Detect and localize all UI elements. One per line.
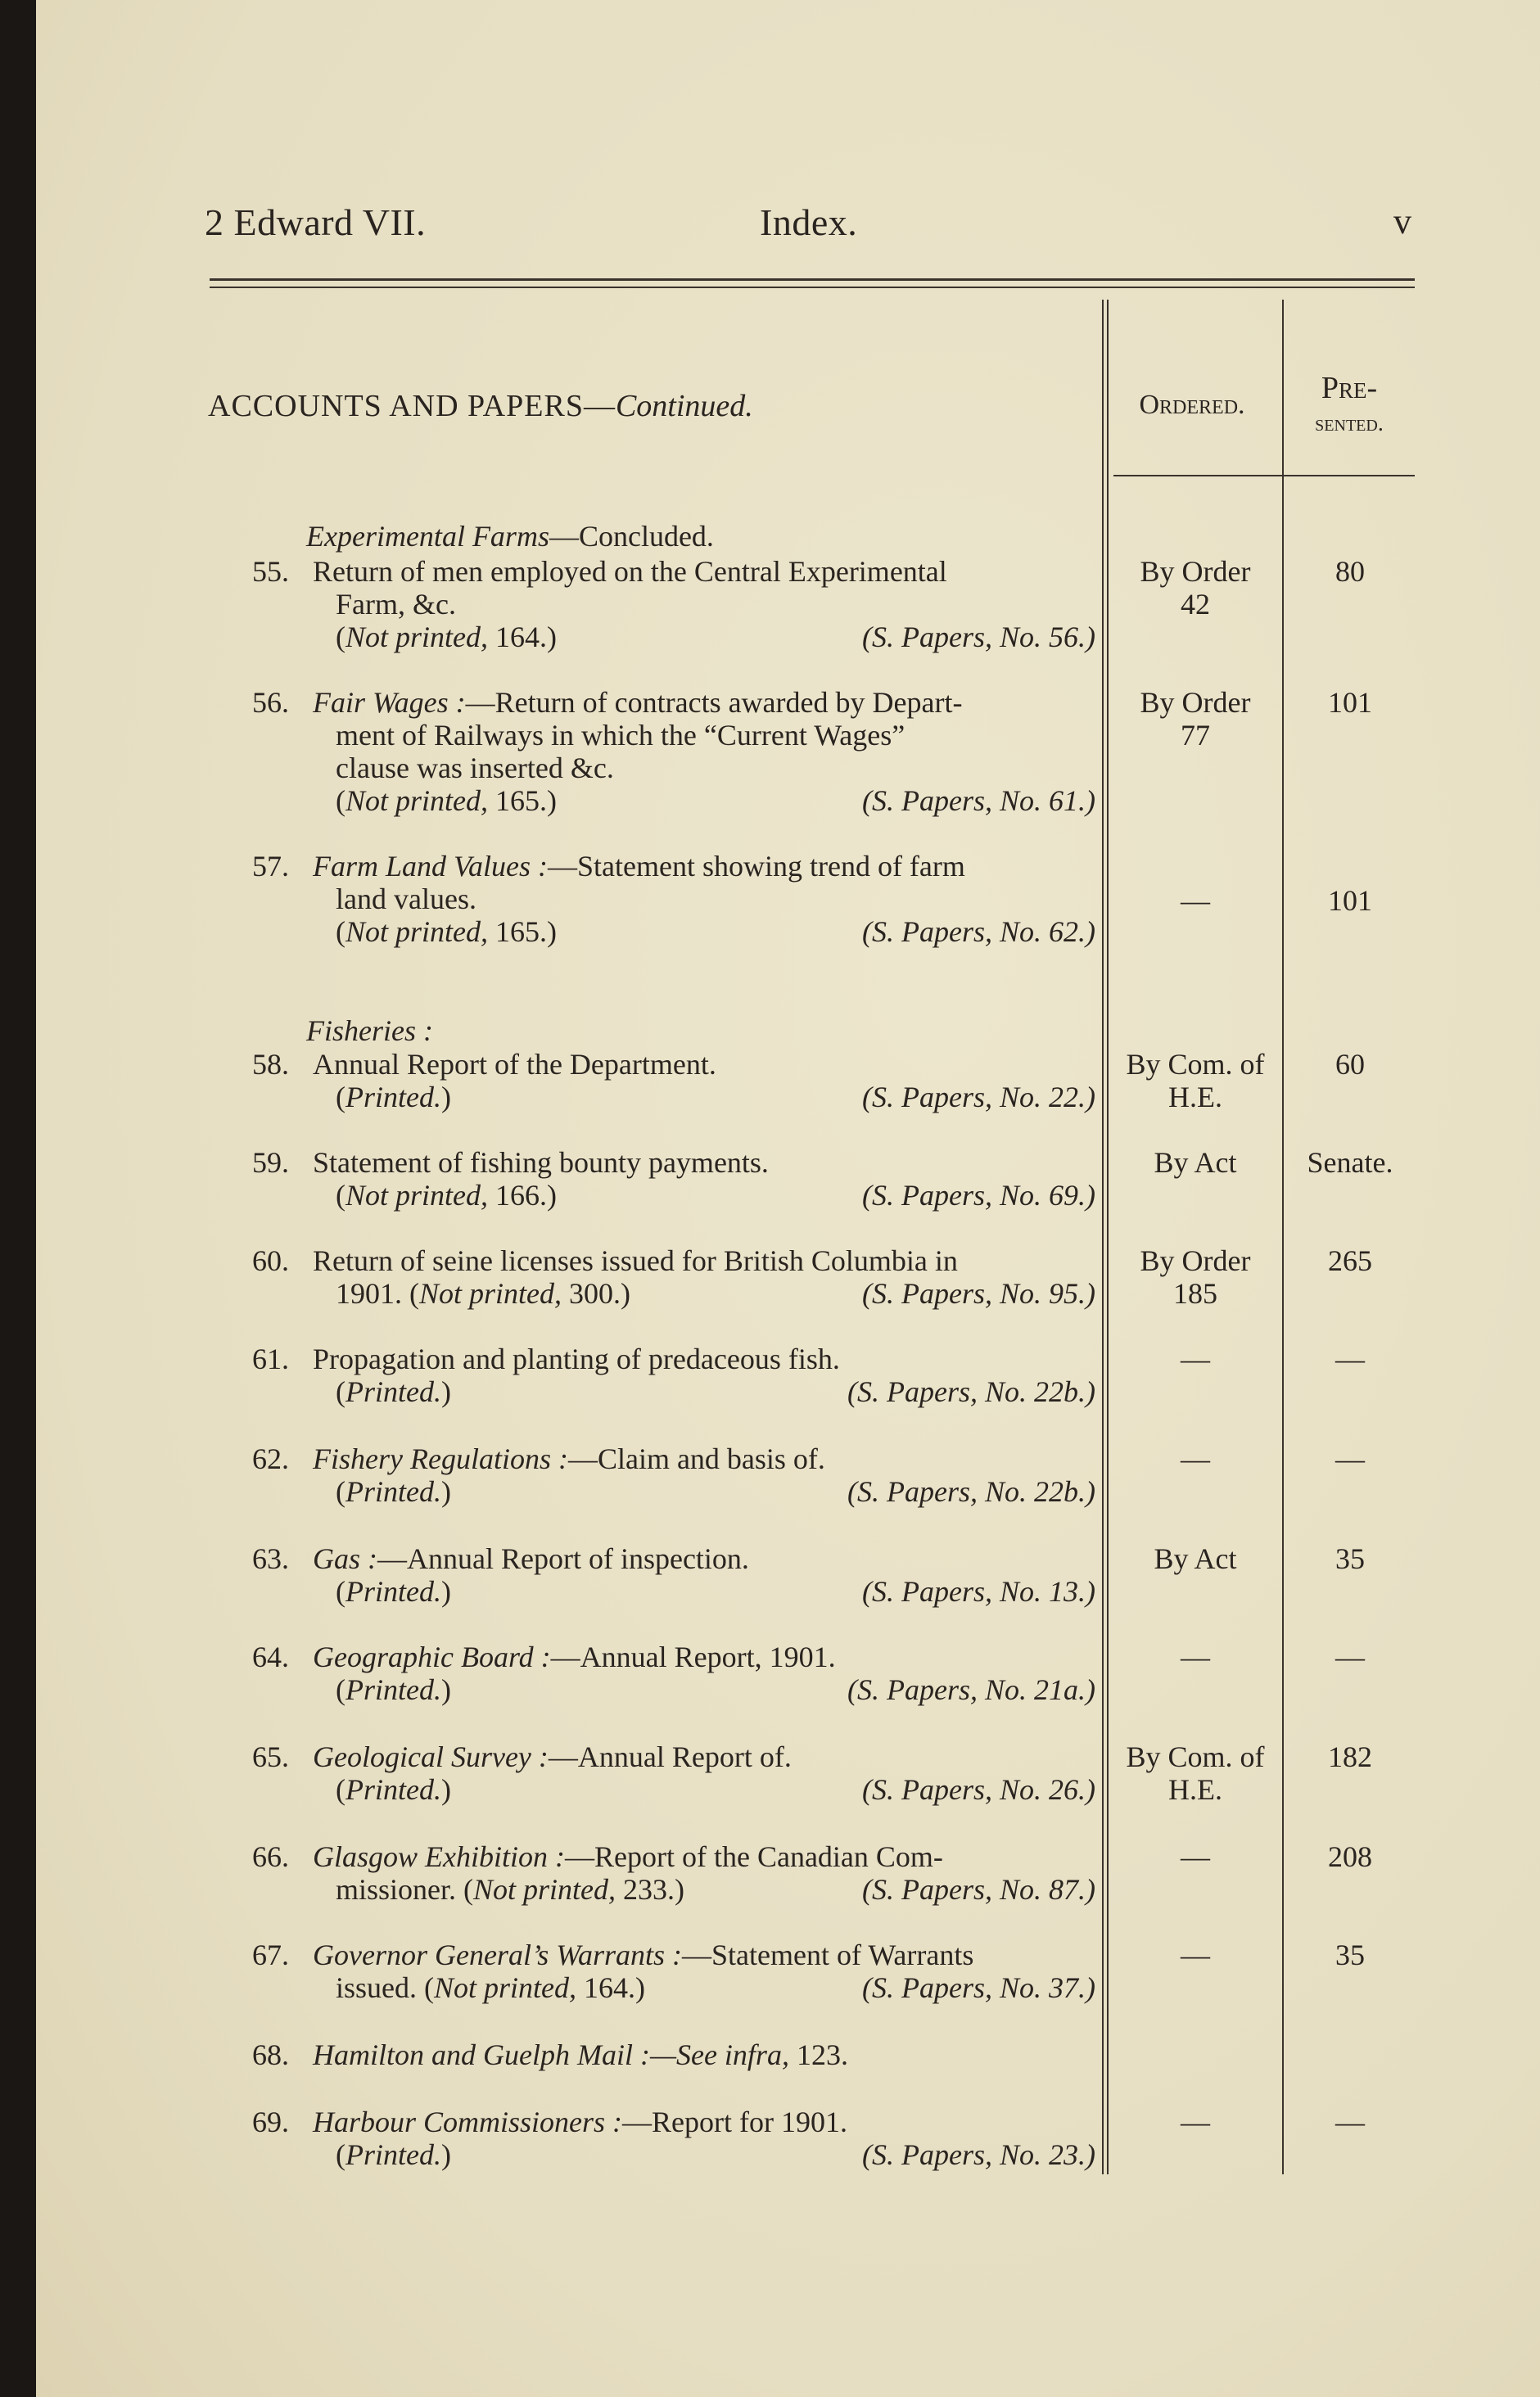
entry-58-presented: 60 bbox=[1335, 1048, 1365, 1081]
entry-60: 60. Return of seine licenses issued for British Columbia in 1901. (Not printed, 300.) (S. Papers, No. 95.) bbox=[252, 1244, 1095, 1310]
entry-56-presented: 101 bbox=[1328, 686, 1372, 719]
section-title: ACCOUNTS AND PAPERS—Continued. bbox=[208, 389, 753, 423]
entry-58: 58. Annual Report of the Department. (Printed.) (S. Papers, No. 22.) bbox=[252, 1048, 1095, 1113]
column-header-presented: Pre- sented. bbox=[1315, 371, 1384, 436]
entry-59-ordered: By Act bbox=[1154, 1146, 1237, 1179]
entry-67-presented: 35 bbox=[1335, 1939, 1365, 1971]
entry-56: 56. Fair Wages :—Return of contracts awarded by Depart- ment of Railways in which the “Current Wages” clause was inserted &c. (Not printed, 165.) (S. Papers, No. 61.) bbox=[252, 686, 1095, 817]
entry-61-ordered: — bbox=[1181, 1343, 1210, 1375]
entry-67: 67. Governor General’s Warrants :—Statement of Warrants issued. (Not printed, 164.) (S. Papers, No. 37.) bbox=[252, 1939, 1095, 2004]
entry-66: 66. Glasgow Exhibition :—Report of the Canadian Com- missioner. (Not printed, 233.) (S. Papers, No. 87.) bbox=[252, 1840, 1095, 1906]
entry-61-presented: — bbox=[1335, 1343, 1365, 1375]
entry-59-presented: Senate. bbox=[1307, 1146, 1393, 1179]
entry-62: 62. Fishery Regulations :—Claim and basis of. (Printed.) (S. Papers, No. 22b.) bbox=[252, 1442, 1095, 1508]
subhead-experimental-farms: Experimental Farms—Concluded. bbox=[306, 520, 714, 553]
header-rule-bottom bbox=[210, 287, 1415, 288]
entry-65: 65. Geological Survey :—Annual Report of. (Printed.) (S. Papers, No. 26.) bbox=[252, 1740, 1095, 1806]
entry-56-ordered: By Order 77 bbox=[1140, 686, 1251, 752]
entry-63: 63. Gas :—Annual Report of inspection. (Printed.) (S. Papers, No. 13.) bbox=[252, 1542, 1095, 1608]
entry-63-presented: 35 bbox=[1335, 1542, 1365, 1575]
page bbox=[36, 0, 1540, 2397]
column-rule-ordered-left bbox=[1102, 300, 1104, 2174]
entry-64-presented: — bbox=[1335, 1641, 1365, 1673]
entry-55-ordered: By Order 42 bbox=[1140, 555, 1251, 621]
entry-66-ordered: — bbox=[1181, 1840, 1210, 1873]
entry-58-ordered: By Com. of H.E. bbox=[1126, 1048, 1265, 1113]
entry-65-presented: 182 bbox=[1328, 1740, 1372, 1773]
entry-69-presented: — bbox=[1335, 2106, 1365, 2138]
column-header-ordered: Ordered. bbox=[1139, 390, 1245, 420]
header-rule-top bbox=[210, 278, 1415, 281]
entry-63-ordered: By Act bbox=[1154, 1542, 1237, 1575]
column-rule-ordered-left-inner bbox=[1107, 300, 1109, 2174]
entry-65-ordered: By Com. of H.E. bbox=[1126, 1740, 1265, 1806]
entry-64: 64. Geographic Board :—Annual Report, 1901. (Printed.) (S. Papers, No. 21a.) bbox=[252, 1641, 1095, 1706]
entry-55: 55. Return of men employed on the Central Experimental Farm, &c. (Not printed, 164.) (S. Papers, No. 56.) bbox=[252, 555, 1095, 653]
header-regnal-year: 2 Edward VII. bbox=[205, 201, 427, 243]
entry-57-ordered: — bbox=[1181, 884, 1210, 917]
header-page-number: v bbox=[1393, 201, 1412, 242]
entry-68: 68. Hamilton and Guelph Mail :—See infra, 123. bbox=[252, 2038, 848, 2071]
entry-61: 61. Propagation and planting of predaceous fish. (Printed.) (S. Papers, No. 22b.) bbox=[252, 1343, 1095, 1408]
entry-60-presented: 265 bbox=[1328, 1244, 1372, 1277]
column-head-rule bbox=[1113, 475, 1415, 476]
entry-64-ordered: — bbox=[1181, 1641, 1210, 1673]
entry-55-presented: 80 bbox=[1335, 555, 1365, 588]
entry-59: 59. Statement of fishing bounty payments. (Not printed, 166.) (S. Papers, No. 69.) bbox=[252, 1146, 1095, 1212]
entry-69: 69. Harbour Commissioners :—Report for 1901. (Printed.) (S. Papers, No. 23.) bbox=[252, 2106, 1095, 2171]
entry-69-ordered: — bbox=[1181, 2106, 1210, 2138]
entry-62-presented: — bbox=[1335, 1442, 1365, 1475]
entry-67-ordered: — bbox=[1181, 1939, 1210, 1971]
entry-66-presented: 208 bbox=[1328, 1840, 1372, 1873]
entry-57: 57. Farm Land Values :—Statement showing trend of farm land values. (Not printed, 165.) (S. Papers, No. 62.) bbox=[252, 850, 1095, 948]
entry-57-presented: 101 bbox=[1328, 884, 1372, 917]
entry-60-ordered: By Order 185 bbox=[1140, 1244, 1251, 1310]
header-title: Index. bbox=[760, 201, 858, 243]
subhead-fisheries: Fisheries : bbox=[306, 1014, 433, 1047]
entry-62-ordered: — bbox=[1181, 1442, 1210, 1475]
